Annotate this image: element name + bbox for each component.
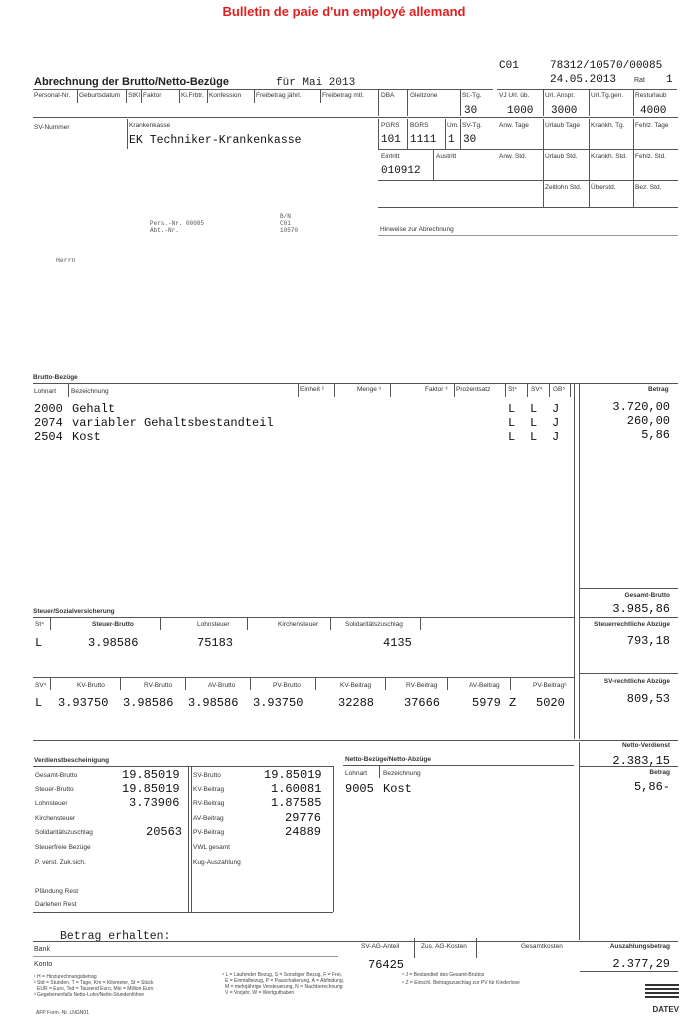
label-resturlaub: Resturlaub bbox=[635, 92, 667, 99]
steuer-section-title: Steuer/Sozialversicherung bbox=[33, 608, 115, 615]
brutto-h-bezeichnung: Bezeichnung bbox=[71, 388, 109, 395]
st-tg-value: 30 bbox=[464, 105, 478, 117]
label-freibetrag-jahr: Freibetrag jährl. bbox=[256, 92, 302, 99]
label-personal-nr: Personal-Nr. bbox=[34, 92, 71, 99]
footer-zus-ag-kosten: Zus. AG-Kosten bbox=[421, 943, 467, 950]
label-bez-std: Bez. Std. bbox=[635, 184, 662, 191]
label-url-anspr: Url. Anspr. bbox=[545, 92, 575, 99]
abt-nr: Abt.-Nr. bbox=[150, 227, 179, 234]
label-zeitlohn-std: Zeitlohn Std. bbox=[545, 184, 582, 191]
url-anspr-value: 3000 bbox=[551, 105, 578, 117]
kv-brutto-value: 3.93750 bbox=[58, 696, 109, 710]
sv-h-pv-brutto: PV-Brutto bbox=[273, 682, 301, 689]
header-line-1 bbox=[33, 89, 493, 90]
v-value-steuer-brutto: 19.85019 bbox=[122, 782, 180, 796]
addr-code: 10570 bbox=[280, 227, 299, 234]
doc-period: für Mai 2013 bbox=[276, 77, 356, 89]
hinweise-label: Hinweise zur Abrechnung bbox=[380, 226, 454, 233]
v-value-soli: 20563 bbox=[146, 825, 183, 839]
header-rat-value: 1 bbox=[666, 74, 673, 86]
verdienst-section-title: Verdienstbescheinigung bbox=[34, 757, 110, 764]
brutto-h-faktor: Faktor ³ bbox=[425, 386, 448, 393]
header-date: 24.05.2013 bbox=[550, 74, 617, 86]
v-value-sv-brutto: 19.85019 bbox=[264, 768, 322, 782]
label-gleitzone: Gleitzone bbox=[410, 92, 438, 99]
sv-h-rv-beitrag: RV-Beitrag bbox=[406, 682, 438, 689]
steuer-h-brutto: Steuer-Brutto bbox=[92, 621, 134, 628]
label-stkl: StKl bbox=[128, 92, 140, 99]
resturlaub-value: 4000 bbox=[640, 105, 667, 117]
pgrs-value: 101 bbox=[381, 134, 401, 146]
doc-title: Abrechnung der Brutto/Netto-Bezüge bbox=[34, 76, 229, 88]
label-dba: DBA bbox=[381, 92, 395, 99]
pv-beitrag-value: 5020 bbox=[536, 696, 565, 710]
v-label-pfaendung: Pfändung Rest bbox=[35, 888, 79, 895]
v-label-kirchensteuer: Kirchensteuer bbox=[35, 815, 76, 822]
v-label-rv-beitrag: RV-Beitrag bbox=[193, 800, 225, 807]
brutto-right-border bbox=[574, 384, 575, 739]
soli-value: 4135 bbox=[383, 636, 412, 650]
steuer-abzuege-label: Steuerrechtliche Abzüge bbox=[594, 621, 670, 628]
label-austritt: Austritt bbox=[436, 153, 457, 160]
steuer-h-kirchensteuer: Kirchensteuer bbox=[278, 621, 319, 628]
sv-h-av-beitrag: AV-Beitrag bbox=[469, 682, 500, 689]
label-geburtsdatum: Geburtsdatum bbox=[79, 92, 121, 99]
datev-logo-icon bbox=[645, 982, 679, 1000]
sv-h-kv-brutto: KV-Brutto bbox=[77, 682, 105, 689]
addr-herrn: Herrn bbox=[56, 257, 76, 264]
v-label-steuerfrei: Steuerfreie Bezüge bbox=[35, 844, 91, 851]
header-ref: 78312/10570/00085 bbox=[550, 60, 663, 72]
netto-h-lohnart: Lohnart bbox=[345, 770, 368, 777]
av-beitrag-value: 5979 bbox=[472, 696, 501, 710]
v-label-vwl: VWL gesamt bbox=[193, 844, 230, 851]
brutto-h-einheit: Einheit ² bbox=[300, 386, 324, 393]
label-eintritt: Eintritt bbox=[381, 153, 400, 160]
label-krankh-tg: Krankh. Tg. bbox=[591, 122, 625, 129]
brutto-h-menge: Menge ³ bbox=[357, 386, 381, 393]
label-konfession: Konfession bbox=[209, 92, 242, 99]
label-urlaub-std: Urlaub Std. bbox=[545, 153, 578, 160]
v-label-sv-brutto: SV-Brutto bbox=[193, 772, 221, 779]
datev-logo bbox=[645, 982, 679, 1012]
header-code: C01 bbox=[499, 60, 519, 72]
v-label-soli: Solidaritätszuschlag bbox=[35, 829, 93, 836]
sv-abzuege-value: 809,53 bbox=[626, 692, 670, 706]
label-anw-std: Anw. Std. bbox=[499, 153, 527, 160]
netto-name: Kost bbox=[383, 782, 412, 796]
gesamt-brutto-value: 3.985,86 bbox=[612, 602, 670, 616]
netto-h-bezeichnung: Bezeichnung bbox=[383, 770, 421, 777]
sv-z-marker: Z bbox=[509, 696, 517, 710]
label-url-tg-gen: Url.Tg.gen. bbox=[591, 92, 624, 99]
eintritt-value: 010912 bbox=[381, 165, 421, 177]
bgrs-value: 1111 bbox=[410, 134, 437, 146]
netto-betrag-label: Betrag bbox=[649, 769, 670, 776]
um-value: 1 bbox=[448, 134, 455, 146]
netto-verdienst-label: Netto-Verdienst bbox=[621, 742, 670, 749]
auszahlung-value: 2.377,29 bbox=[612, 957, 670, 971]
v-value-rv-beitrag: 1.87585 bbox=[271, 796, 322, 810]
sv-code: L bbox=[35, 696, 43, 710]
label-fehlz-tage: Fehlz. Tage bbox=[635, 122, 669, 129]
steuer-h-lohnsteuer: Lohnsteuer bbox=[197, 621, 230, 628]
v-label-kug: Kug-Auszahlung bbox=[193, 859, 241, 866]
label-urlaub-tage: Urlaub Tage bbox=[545, 122, 580, 129]
footer-sv-ag-value: 76425 bbox=[368, 958, 405, 972]
v-value-gesamt-brutto: 19.85019 bbox=[122, 768, 180, 782]
brutto-h-lohnart: Lohnart bbox=[34, 388, 57, 395]
steuer-brutto-value: 3.98586 bbox=[88, 636, 139, 650]
label-krankh-std: Krankh. Std. bbox=[591, 153, 627, 160]
label-anw-tage: Anw. Tage bbox=[499, 122, 529, 129]
kv-beitrag-value: 32288 bbox=[338, 696, 375, 710]
footer-konto: Konto bbox=[34, 961, 53, 968]
av-brutto-value: 3.98586 bbox=[188, 696, 239, 710]
label-ueberstd: Überstd. bbox=[591, 184, 616, 191]
sv-h-pv-beitrag: PV-Beitrag⁶ bbox=[533, 682, 567, 689]
addr-c01: C01 bbox=[280, 220, 291, 227]
v-value-kv-beitrag: 1.60081 bbox=[271, 782, 322, 796]
footer-bank: Bank bbox=[34, 946, 50, 953]
pers-nr: Pers.-Nr. 00085 bbox=[150, 220, 205, 227]
v-label-lohnsteuer: Lohnsteuer bbox=[35, 800, 68, 807]
pv-brutto-value: 3.93750 bbox=[253, 696, 304, 710]
label-freibetrag-mtl: Freibetrag mtl. bbox=[322, 92, 364, 99]
label-faktor: Faktor bbox=[143, 92, 162, 99]
netto-code: 9005 bbox=[345, 782, 374, 796]
label-kifrbtr: Ki.Frbtr. bbox=[181, 92, 204, 99]
v-label-pverst: P. verst. Zuk.sich. bbox=[35, 859, 86, 866]
v-value-lohnsteuer: 3.73906 bbox=[129, 796, 180, 810]
v-value-av-beitrag: 29776 bbox=[285, 811, 322, 825]
v-label-gesamt-brutto: Gesamt-Brutto bbox=[35, 772, 78, 779]
steuer-abzuege-value: 793,18 bbox=[626, 634, 670, 648]
gesamt-brutto-label: Gesamt-Brutto bbox=[624, 592, 670, 599]
v-value-pv-beitrag: 24889 bbox=[285, 825, 322, 839]
header-line-2 bbox=[497, 89, 677, 90]
v-label-av-beitrag: AV-Beitrag bbox=[193, 815, 224, 822]
datev-logo-text: DATEV bbox=[652, 1005, 679, 1014]
betrag-erhalten: Betrag erhalten: bbox=[60, 930, 171, 943]
label-um: Um. bbox=[447, 122, 459, 129]
footer-gesamtkosten: Gesamtkosten bbox=[521, 943, 563, 950]
addr-bn: B/N bbox=[280, 213, 291, 220]
v-label-kv-beitrag: KV-Beitrag bbox=[193, 786, 225, 793]
brutto-h-gb: GB⁵ bbox=[553, 386, 566, 393]
sv-abzuege-label: SV-rechtliche Abzüge bbox=[603, 678, 670, 685]
brutto-h-betrag: Betrag bbox=[648, 386, 669, 393]
netto-section-title: Netto-Bezüge/Netto-Abzüge bbox=[345, 756, 431, 763]
netto-betrag-value: 5,86- bbox=[633, 780, 670, 794]
label-krankenkasse: Krankenkasse bbox=[129, 122, 171, 129]
brutto-h-sv: SV⁴ bbox=[531, 386, 543, 393]
form-nr: AFP Form.-Nr. LNGN01 bbox=[36, 1010, 89, 1016]
header-rat-label: Rat bbox=[634, 77, 645, 84]
label-sv-tg: SV-Tg. bbox=[462, 122, 482, 129]
lohnsteuer-value: 75183 bbox=[197, 636, 234, 650]
steuer-h-soli: Solidaritätszuschlag bbox=[345, 621, 403, 628]
steuer-st: L bbox=[35, 636, 43, 650]
v-label-steuer-brutto: Steuer-Brutto bbox=[35, 786, 74, 793]
netto-verdienst-value: 2.383,15 bbox=[612, 754, 670, 768]
label-bgrs: BGRS bbox=[410, 122, 429, 129]
sv-h-sv: SV⁴ bbox=[35, 682, 47, 689]
page-title: Bulletin de paie d'un employé allemand bbox=[222, 4, 466, 19]
rv-beitrag-value: 37666 bbox=[404, 696, 441, 710]
brutto-h-prozentsatz: Prozentsatz bbox=[456, 386, 491, 393]
sv-tg-value: 30 bbox=[463, 134, 477, 146]
sv-h-rv-brutto: RV-Brutto bbox=[144, 682, 173, 689]
rv-brutto-value: 3.98586 bbox=[123, 696, 174, 710]
label-st-tg: St.-Tg. bbox=[462, 92, 482, 99]
label-fehlz-std: Fehlz. Std. bbox=[635, 153, 667, 160]
label-vj-url: VJ Url. üb. bbox=[499, 92, 530, 99]
steuer-h-st: St⁴ bbox=[35, 621, 44, 628]
sv-h-av-brutto: AV-Brutto bbox=[208, 682, 236, 689]
brutto-section-title: Brutto-Bezüge bbox=[33, 374, 78, 381]
v-label-darlehen: Darlehen Rest bbox=[35, 901, 77, 908]
krankenkasse-value: EK Techniker-Krankenkasse bbox=[129, 134, 302, 147]
sv-h-kv-beitrag: KV-Beitrag bbox=[340, 682, 372, 689]
brutto-h-st: St⁴ bbox=[508, 386, 517, 393]
auszahlung-label: Auszahlungsbetrag bbox=[609, 943, 670, 950]
verdienst-mid-border bbox=[188, 766, 189, 912]
footer-sv-ag-anteil: SV-AG-Anteil bbox=[361, 943, 400, 950]
vj-url-value: 1000 bbox=[507, 105, 534, 117]
v-label-pv-beitrag: PV-Beitrag bbox=[193, 829, 225, 836]
label-pgrs: PGRS bbox=[381, 122, 400, 129]
label-sv-nummer: SV-Nummer bbox=[34, 124, 70, 131]
